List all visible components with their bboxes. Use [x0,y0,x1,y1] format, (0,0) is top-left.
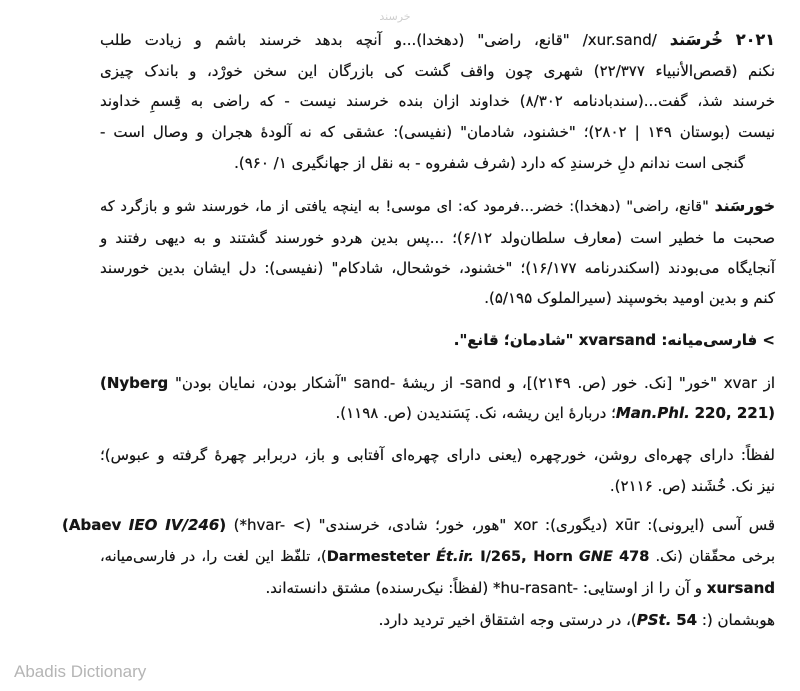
line-text: از xvar "خور" [نک. خور (ص. ۲۱۴۹)]، و sand- از ریشهٔ -sand "آشکار بودن، نمایان بودن" [174,374,775,392]
reference-ltr [62,516,226,534]
reference-close: ) [219,516,227,534]
entry-line [100,90,775,112]
reference-ltr [616,404,775,422]
entry-line [484,287,775,309]
line-text: آنجایگاه می‌بودند (اسکندرنامه ۱۶/۱۷۷)؛ "خشنود، خوشحال، شادکام" (نفیسی): دل ایشان بدین خورسند [100,259,775,277]
line-text: "قانع، راضی" (دهخدا): خضر...فرمود که: ای موسی! به اینچه یافتی از ما، خورسند شو و بازگرد که [100,199,709,215]
etymology-line [100,372,775,394]
etymology-line [454,329,775,351]
etymology-line [610,475,775,497]
reference-title: Ét.ir. [436,549,475,565]
etymology-line [379,609,775,631]
reference-ltr [637,611,697,629]
entry-line [100,257,775,279]
entry-line [100,29,775,51]
etymology-line [266,577,776,599]
entry-line [100,121,775,143]
reference-pages: 54 [676,611,698,629]
line-text: کنم و بدین اومید بخوسپند (سیرالملوک ۵/۱۹۵). [484,289,775,307]
reconstructed-form: *hu-rasant- [492,579,579,597]
reference-pages: I/265, Horn [480,549,573,565]
line-text: هوبشمان (: [701,611,775,629]
line-text: برخی محقّقان (نک. [655,549,776,565]
etymology-line [62,514,775,536]
line-text: (لفظاً: نیک‌رسنده) مشتق دانسته‌اند. [265,579,489,597]
line-text: لفظاً: دارای چهره‌ای روشن، خورچهره (یعنی دارای چهره‌ای آفتابی و باز، دربرابر چهرهٔ گرفته و عبوس)؛ [100,446,775,464]
reference-title: IEO IV/246 [128,516,220,534]
reference-author: (Nyberg [100,374,169,392]
watermark: Abadis Dictionary [14,662,147,681]
headword-variant: خورسَند [714,197,776,215]
headword: خُرسَند [669,30,723,49]
line-text: نیست (بوستان ۱۴۹ | ۲۸۰۲)؛ "خشنود، شادمان" (نفیسی): عشقی که نه آلودهٔ هجران و وصال است - [100,123,775,141]
transliteration: xursand [706,579,775,597]
reference-title: GNE [578,549,613,565]
etymology-line [100,444,775,466]
reference-author: Darmesteter [326,549,430,565]
line-text: )، تلفّظ این لغت را، در فارسی‌میانه، [100,549,327,565]
derivation-symbol: < [762,331,775,349]
reference-author: (Abaev [62,516,122,534]
line-text: قس آسی (ایرونی): xūr (دیگوری): xor "هور، خور؛ شادی، خرسندی" [318,516,776,534]
reference-title: PSt. [636,611,672,629]
reference-ltr [327,549,650,565]
line-text: "قانع، راضی" (دهخدا)...و آنچه بدهد خرسند باشم و زیادت طلب [100,31,570,49]
line-text: گنجی است ندانم دلِ خرسندِ که دارد (شرف شفروه - به نقل از جهانگیری ۱/ ۹۶۰). [234,154,745,172]
transliteration: /xur.sand/ [582,31,657,49]
etymology-line [100,546,775,568]
page-header-title: خرسند [379,10,411,23]
reference-pages: 478 [619,549,650,565]
entry-number: ۲۰۲۱ [735,30,775,49]
line-text: خرسند شذ، گفت...(سندبادنامه ۸/۳۰۲) خداوند ازان بنده خرسند نیست - که راضی به قِسمِ خداوند [100,92,775,110]
line-text: صحبت ما خطیر است (معارف سلطان‌ولد ۶/۱۲)؛ ...پس بدین هردو خورسند گشتند و به دیهی رفتند و [100,229,775,247]
reference-pages: 220, 221) [694,404,775,422]
line-text: فارسی‌میانه: xvarsand "شادمان؛ قانع". [453,331,758,349]
line-text: و آن را از اوستایی: [582,579,702,597]
line-text: ؛ دربارهٔ این ریشه، نک. پَسَندیدن (ص. ۱۱۹۸). [335,404,616,422]
line-text: نکنم (قصص‌الأنبیاء ۲۲/۳۷۷) شهری چون واقف گشت کی بازرگان این سخن خورْد، و باندک چیزی [100,62,775,80]
line-text: )، در درستی وجه اشتقاق اخیر تردید دارد. [378,611,637,629]
reconstructed-form: (*hvar- <) [233,516,312,534]
etymology-line [335,402,775,424]
entry-line [100,227,775,249]
entry-line [100,195,775,218]
reference-title: Man.Phl. [615,404,690,422]
entry-line [234,152,745,174]
entry-line [100,60,775,82]
line-text: نیز نک. خُشَند (ص. ۲۱۱۶). [609,477,775,495]
